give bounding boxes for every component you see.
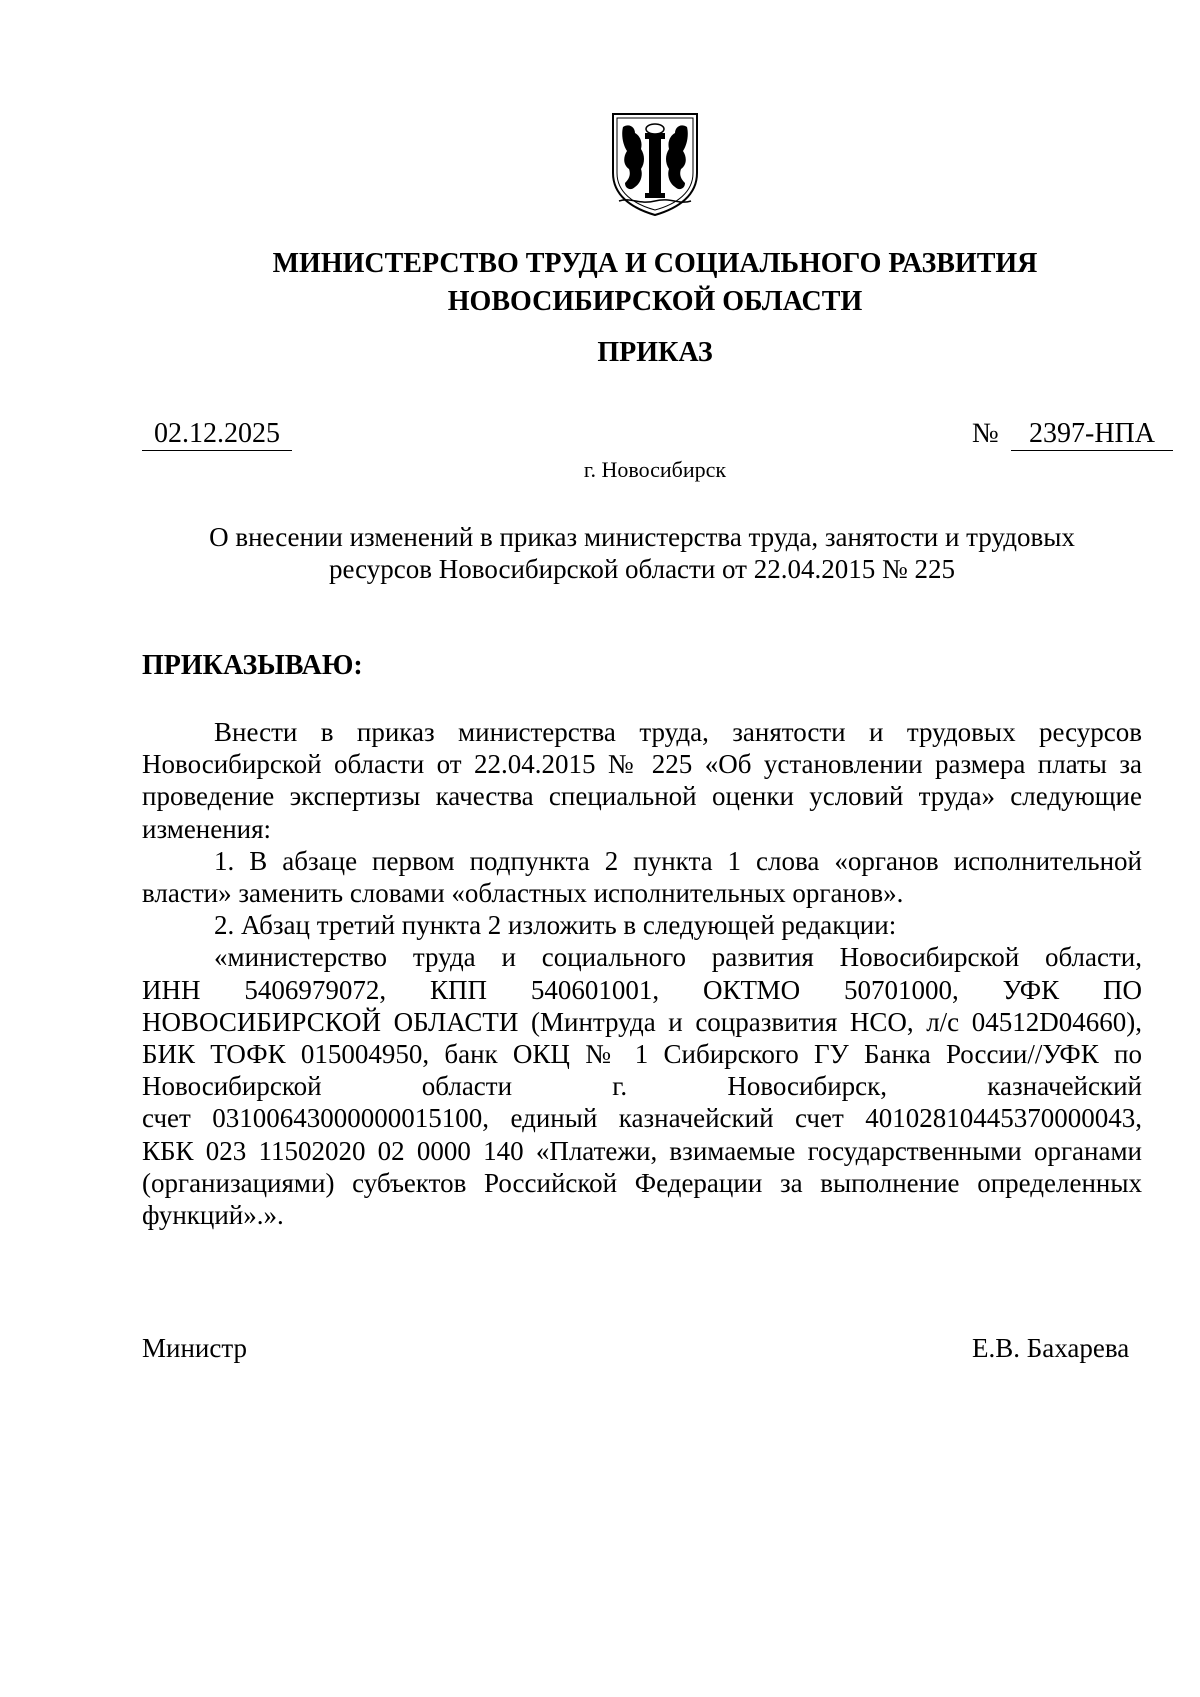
order-subject — [142, 521, 1142, 585]
subject-line2: ресурсов Новосибирской области от 22.04.2015 № 225 — [328, 554, 955, 584]
quote-line: КБК 023 11502020 02 0000 140 «Платежи, взимаемые государственными органами — [142, 1135, 1142, 1166]
intro-paragraph: Внести в приказ министерства труда, занятости и трудовых ресурсов Новосибирской области от 22.04.2015 № 225 «Об установлении размера платы за проведение экспертизы качества специальной оценки условий труда» следующие изменения: — [142, 717, 1142, 844]
signer-role: Министр — [142, 1333, 247, 1363]
signer-name: Е.В. Бахарева — [972, 1333, 1130, 1363]
quote-line: (организациями) субъектов Российской Федерации за выполнение определенных — [142, 1167, 1142, 1198]
ministry-name-line1: МИНИСТЕРСТВО ТРУДА И СОЦИАЛЬНОГО РАЗВИТИЯ — [272, 248, 1038, 279]
subject-line1: О внесении изменений в приказ министерства труда, занятости и трудовых — [209, 522, 1075, 552]
order-body — [142, 716, 1142, 1231]
number-sign: № — [972, 418, 999, 449]
order-number: 2397-НПА — [1011, 418, 1173, 451]
quote-line: БИК ТОФК 015004950, банк ОКЦ № 1 Сибирского ГУ Банка России//УФК по — [142, 1039, 1142, 1070]
quote-line: НОВОСИБИРСКОЙ ОБЛАСТИ (Минтруда и соцразвития НСО, л/с 04512D04660), — [142, 1006, 1142, 1037]
quote-line: ИНН 5406979072, КПП 540601001, ОКТМО 50701000, УФК ПО — [142, 974, 1142, 1005]
quote-line: счет 03100643000000015100, единый казначейский счет 40102810445370000043, — [142, 1103, 1142, 1134]
coat-of-arms-icon — [609, 111, 701, 217]
order-directive: ПРИКАЗЫВАЮ: — [142, 650, 363, 681]
quoted-requisites — [142, 941, 1142, 1231]
quote-line: функций».». — [142, 1200, 284, 1231]
order-date: 02.12.2025 — [142, 418, 292, 451]
ministry-name — [0, 245, 1200, 321]
item-1-paragraph: 1. В абзаце первом подпункта 2 пункта 1 слова «органов исполнительной власти» заменить словами «областных исполнительных органов». — [142, 845, 1142, 909]
quote-line: Новосибирской области г. Новосибирск, казначейский — [142, 1071, 1142, 1102]
quote-line: «министерство труда и социального развития Новосибирской области, — [214, 942, 1142, 973]
city: г. Новосибирск — [583, 457, 727, 482]
ministry-name-line2: НОВОСИБИРСКОЙ ОБЛАСТИ — [447, 286, 863, 317]
document-type: ПРИКАЗ — [597, 337, 713, 368]
item-2-paragraph: 2. Абзац третий пункта 2 изложить в следующей редакции: — [214, 910, 897, 941]
